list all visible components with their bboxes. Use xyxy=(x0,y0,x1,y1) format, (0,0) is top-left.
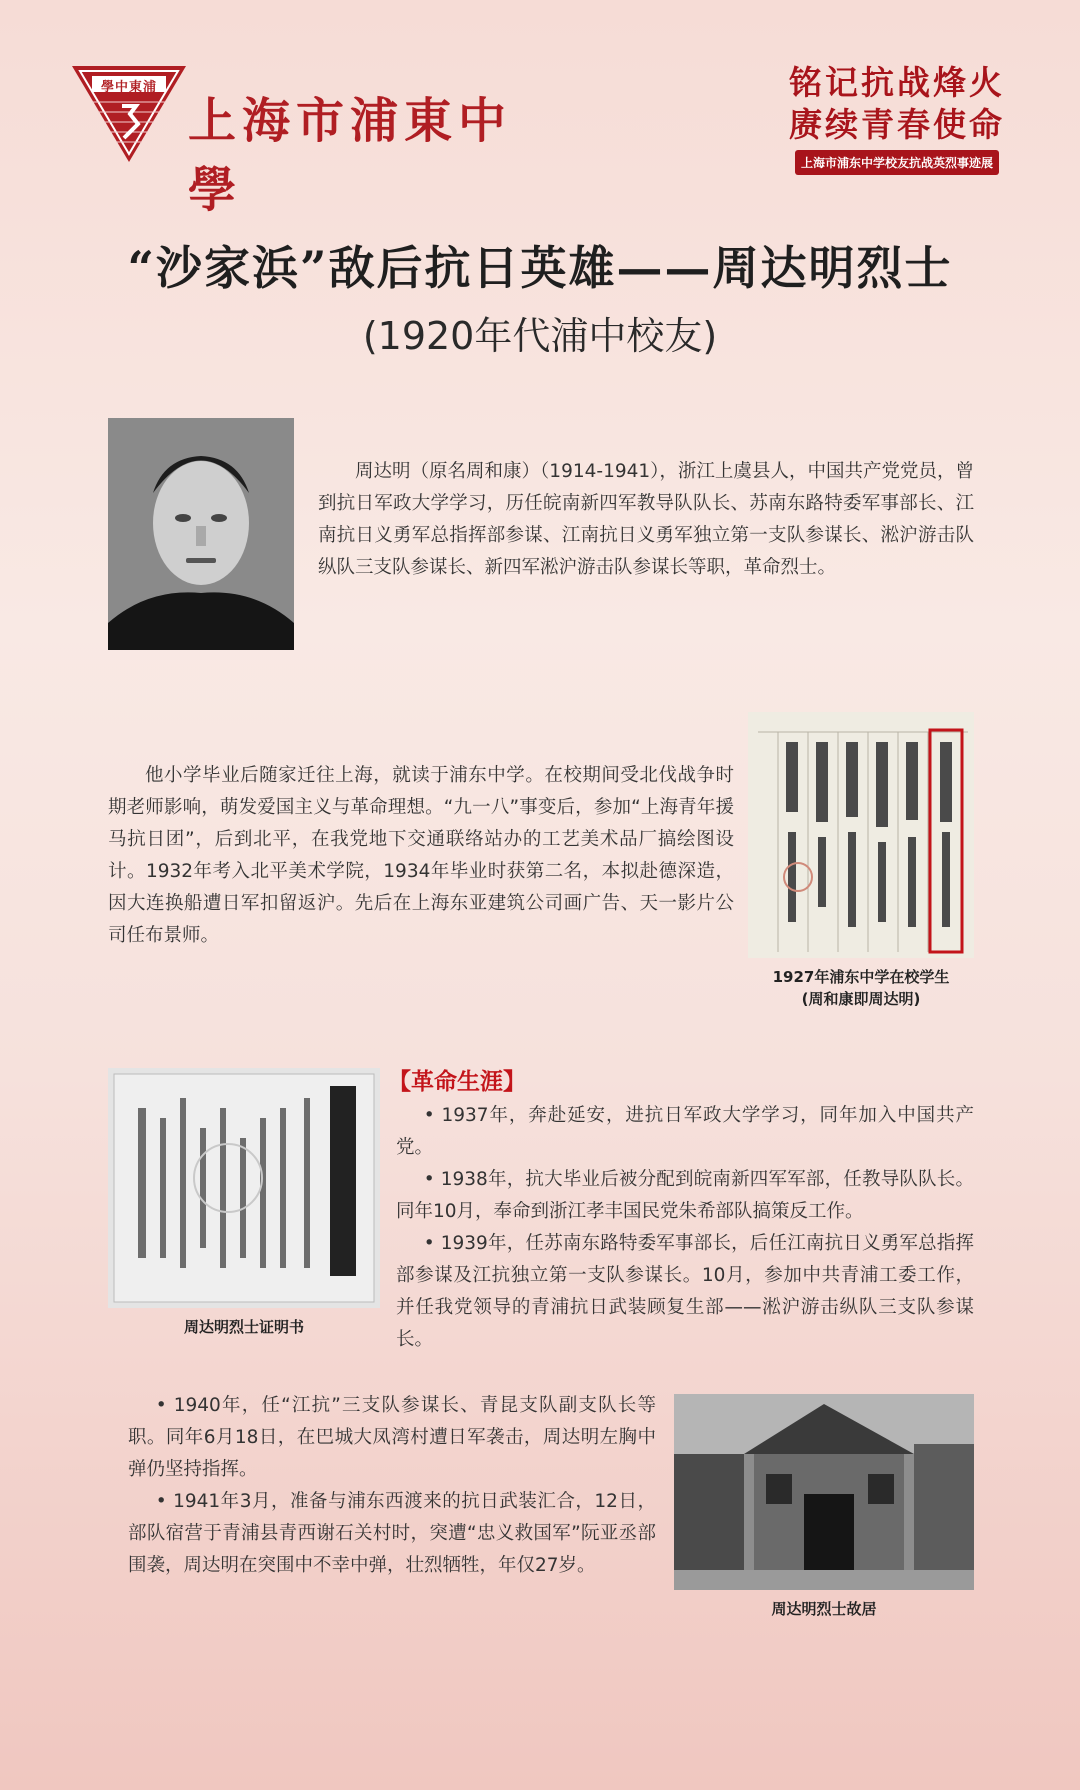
banner-line-2: 赓续青春使命 xyxy=(789,105,1005,144)
final-years-list xyxy=(128,1390,656,1582)
banner-line-1: 铭记抗战烽火 xyxy=(789,63,1005,102)
certificate-image xyxy=(108,1068,380,1308)
logo-text: 學中東浦 xyxy=(100,80,157,95)
school-years-paragraph xyxy=(108,760,734,952)
student-register-image xyxy=(748,712,974,958)
career-item-1938: • 1938年，抗大毕业后被分配到皖南新四军军部，任教导队队长。同年10月，奉命到浙江孝丰国民党朱希部队搞策反工作。 xyxy=(396,1169,974,1222)
former-residence-photo xyxy=(674,1394,974,1590)
register-caption-line-2: (周和康即周达明) xyxy=(801,990,921,1008)
page-title: “沙家浜”敌后抗日英雄——周达明烈士 xyxy=(127,241,953,295)
final-item-1941: • 1941年3月，准备与浦东西渡来的抗日武装汇合，12日，部队宿营于青浦县青西谢石关村时，突遭“忠义救国军”阮亚丞部围袭，周达明在突围中不幸中弹，壮烈牺牲，年仅27岁。 xyxy=(128,1491,656,1576)
school-logo xyxy=(70,64,540,218)
register-caption-line-1: 1927年浦东中学在校学生 xyxy=(772,968,950,986)
residence-caption: 周达明烈士故居 xyxy=(771,1600,877,1618)
school-name: 上海市浦東中學 xyxy=(188,93,513,218)
certificate-caption: 周达明烈士证明书 xyxy=(183,1318,304,1336)
career-item-1939: • 1939年，任苏南东路特委军事部长，后任江南抗日义勇军总指挥部参谋及江抗独立第一支队参谋长。10月，参加中共青浦工委工作，并任我党领导的青浦抗日武装顾复生部——淞沪游击纵队三支队参谋长。 xyxy=(396,1233,974,1350)
school-years-text: 他小学毕业后随家迁往上海，就读于浦东中学。在校期间受北伐战争时期老师影响，萌发爱国主义与革命理想。“九一八”事变后，参加“上海青年援马抗日团”，后到北平，在我党地下交通联络站办的工艺美术品厂搞绘图设计。1932年考入北平美术学院，1934年毕业时获第二名，本拟赴德深造，因大连换船遭日军扣留返沪。先后在上海东亚建筑公司画广告、天一影片公司任布景师。 xyxy=(108,765,734,946)
portrait-photo xyxy=(108,418,294,650)
career-item-1937: • 1937年，奔赴延安，进抗日军政大学学习，同年加入中国共产党。 xyxy=(396,1105,974,1158)
career-list xyxy=(396,1100,974,1356)
intro-text: 周达明（原名周和康）（1914-1941），浙江上虞县人，中国共产党党员，曾到抗日军政大学学习，历任皖南新四军教导队队长、苏南东路特委军事部长、江南抗日义勇军总指挥部参谋、江南抗日义勇军独立第一支队参谋长、淞沪游击队纵队三支队参谋长、新四军淞沪游击队参谋长等职，革命烈士。 xyxy=(318,461,974,578)
intro-paragraph xyxy=(318,456,974,584)
register-caption xyxy=(728,966,994,1010)
banner-tag: 上海市浦东中学校友抗战英烈事迹展 xyxy=(795,150,999,175)
exhibition-banner xyxy=(782,62,1012,175)
final-item-1940: • 1940年，任“江抗”三支队参谋长、青昆支队副支队长等职。同年6月18日，在巴城大凤湾村遭日军袭击，周达明左胸中弹仍坚持指挥。 xyxy=(128,1395,656,1480)
page-subtitle: (1920年代浦中校友) xyxy=(362,314,718,358)
career-heading: 【革命生涯】 xyxy=(388,1069,526,1095)
